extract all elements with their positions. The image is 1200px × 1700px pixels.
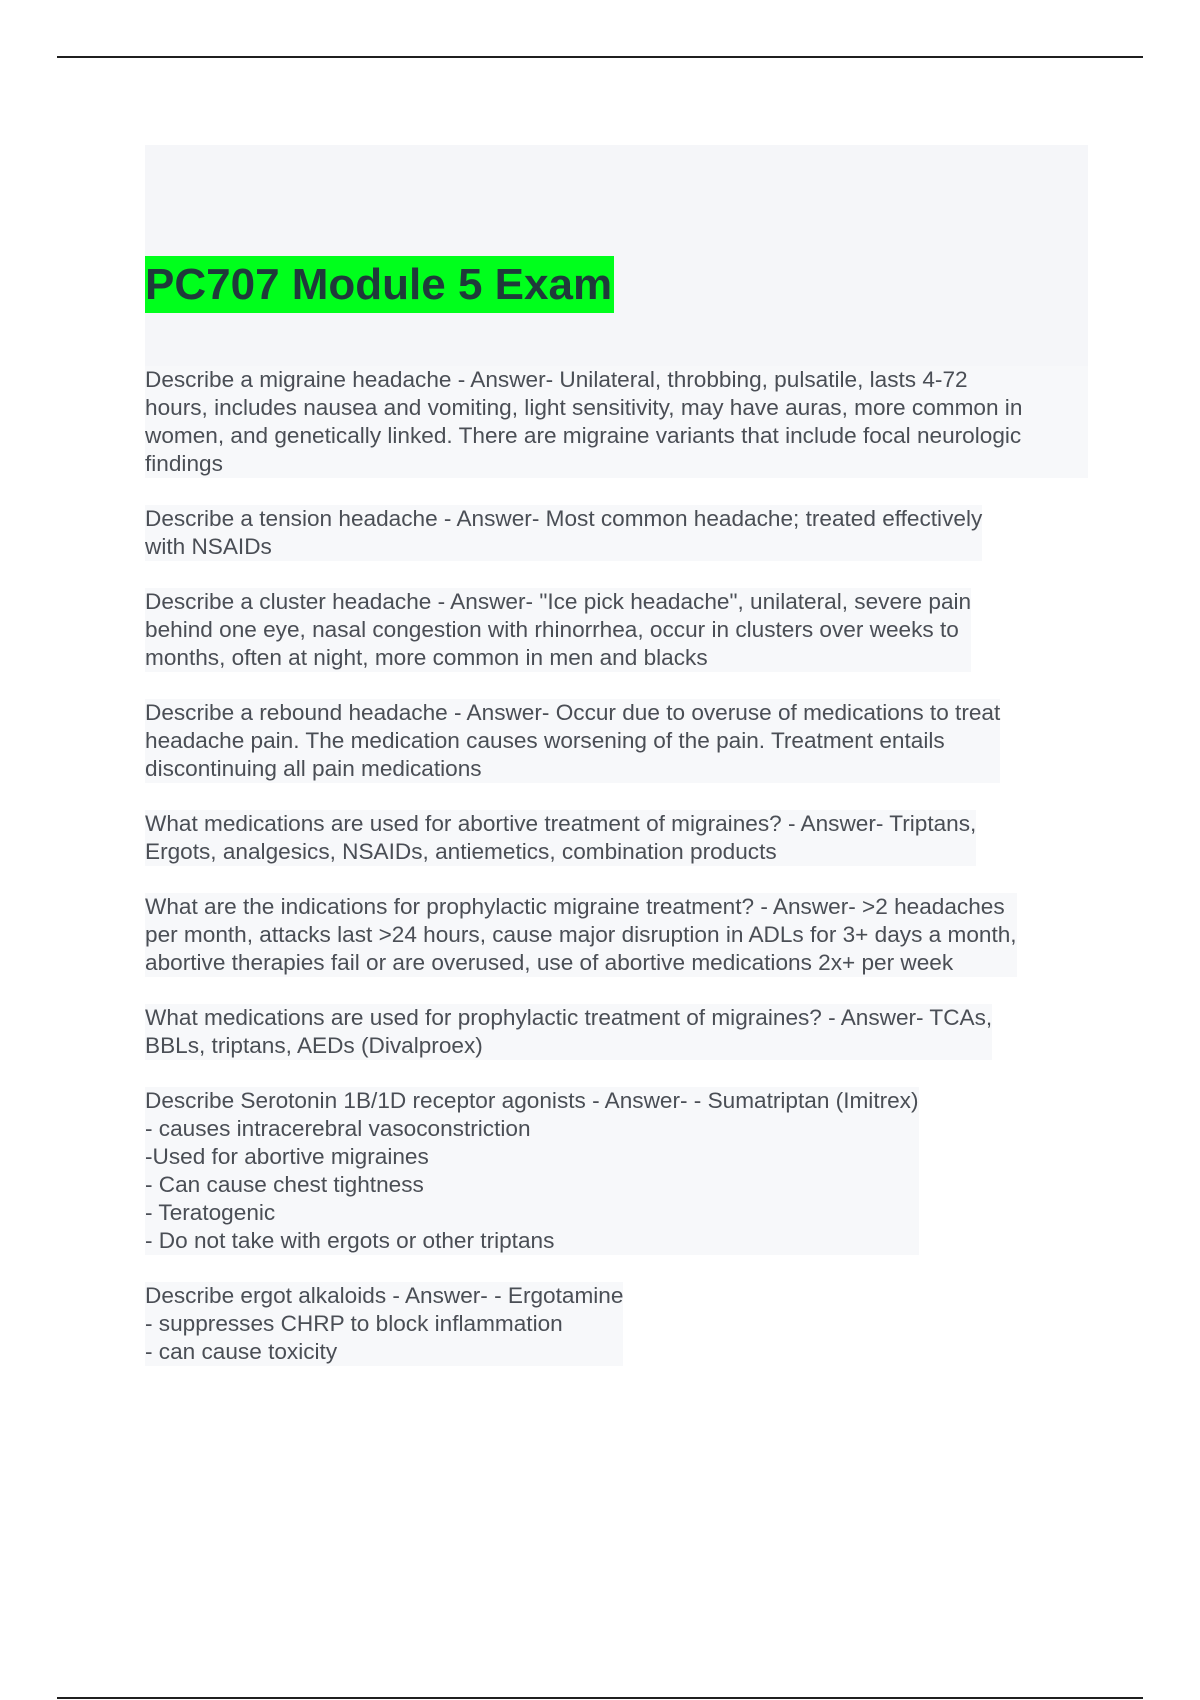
qa-item-abortive-meds: What medications are used for abortive treatment of migraines? - Answer- Triptans, Ergots, analgesics, NSAIDs, antiemetics, combination products: [145, 811, 977, 864]
qa-item-cluster: Describe a cluster headache - Answer- "Ice pick headache", unilateral, severe pain behind one eye, nasal congestion with rhinorrhea, occur in clusters over weeks to months, often at night, more common in men and blacks: [145, 589, 972, 670]
qa-item-prophylactic-indications: What are the indications for prophylactic migraine treatment? - Answer- >2 headaches per month, attacks last >24 hours, cause major disruption in ADLs for 3+ days a month, abortive therapies fail or are overused, use of abortive medications 2x+ per week: [145, 894, 1017, 975]
qa-item-tension: Describe a tension headache - Answer- Most common headache; treated effectively with NSAIDs: [145, 506, 983, 559]
document-title: PC707 Module 5 Exam: [145, 256, 614, 313]
qa-item-ergot-alkaloids: Describe ergot alkaloids - Answer- - Ergotamine - suppresses CHRP to block inflammation - can cause toxicity: [145, 1283, 624, 1364]
qa-item-rebound: Describe a rebound headache - Answer- Occur due to overuse of medications to treat headache pain. The medication causes worsening of the pain. Treatment entails discontinuing all pain medications: [145, 700, 1001, 781]
qa-item-serotonin-agonists: Describe Serotonin 1B/1D receptor agonists - Answer- - Sumatriptan (Imitrex) - causes intracerebral vasoconstriction -Used for abortive migraines - Can cause chest tightness - Teratogenic - Do not take with ergots or other triptans: [145, 1088, 919, 1253]
qa-list: [145, 366, 1095, 1366]
qa-item-migraine: Describe a migraine headache - Answer- Unilateral, throbbing, pulsatile, lasts 4-72 hours, includes nausea and vomiting, light sensitivity, may have auras, more common in women, and genetically linked. There are migraine variants that include focal neurologic findings: [145, 366, 1088, 478]
top-rule: [57, 56, 1143, 58]
bottom-rule: [57, 1697, 1143, 1699]
qa-item-prophylactic-meds: What medications are used for prophylactic treatment of migraines? - Answer- TCAs, BBLs, triptans, AEDs (Divalproex): [145, 1005, 993, 1058]
